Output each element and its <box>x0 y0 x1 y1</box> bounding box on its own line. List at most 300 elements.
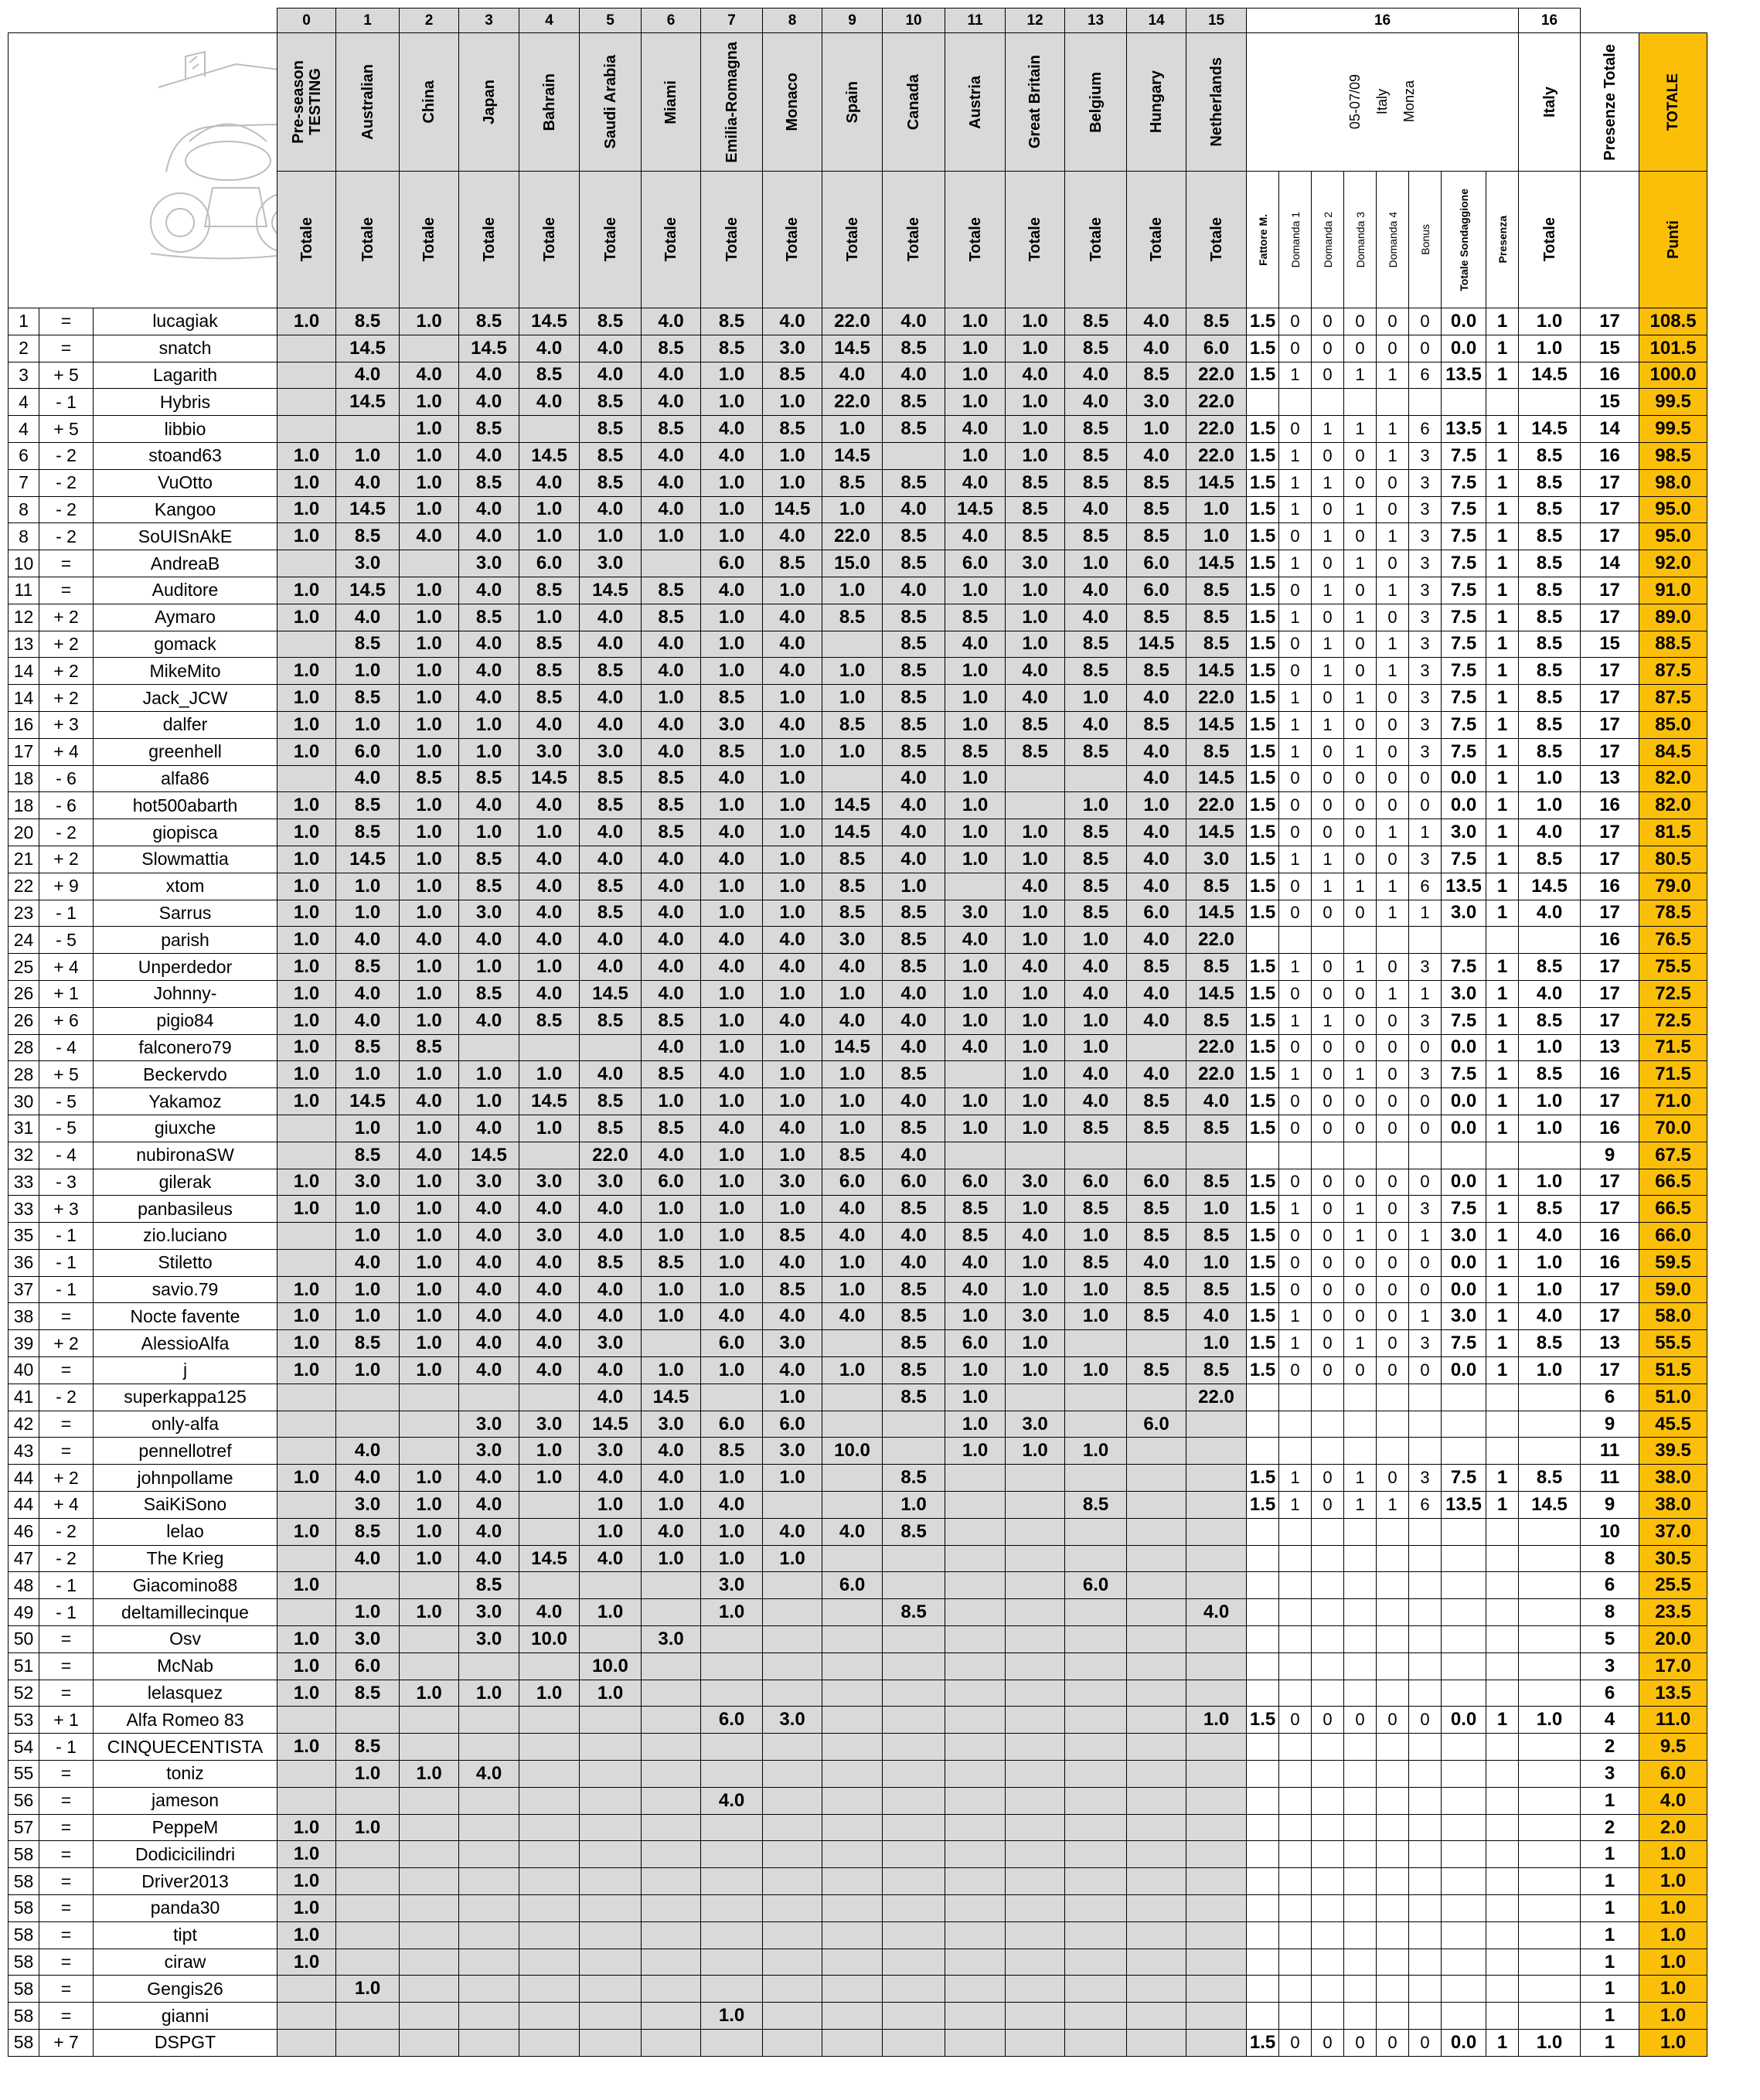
race-points <box>763 1734 822 1761</box>
race-points: 1.0 <box>1006 604 1065 631</box>
race-points <box>1006 792 1065 819</box>
table-row <box>9 1949 1707 1976</box>
race-name: Netherlands <box>1207 57 1225 147</box>
race-points: 22.0 <box>822 389 883 416</box>
race-points: 22.0 <box>1186 792 1247 819</box>
poll-total: 0.0 <box>1442 308 1486 335</box>
race-points: 1.0 <box>701 1196 763 1223</box>
race-points <box>945 1841 1006 1868</box>
position: 47 <box>9 1545 39 1572</box>
race-points: 1.0 <box>945 1384 1006 1411</box>
race-points: 8.5 <box>945 1196 1006 1223</box>
poll-factor: 1.5 <box>1247 362 1279 389</box>
poll-answer <box>1344 1868 1377 1895</box>
total-points: 82.0 <box>1639 792 1707 819</box>
race-points <box>400 1814 459 1841</box>
race-points: 8.5 <box>883 900 945 927</box>
poll-answer <box>1312 2003 1344 2030</box>
race-points <box>945 1787 1006 1814</box>
race-points <box>642 1330 701 1357</box>
variation: - 1 <box>39 1276 94 1303</box>
player-name: greenhell <box>94 738 277 765</box>
poll-answer <box>1312 389 1344 416</box>
sondaggione-logo <box>9 33 277 307</box>
race-points: 8.5 <box>763 550 822 577</box>
poll-answer: 0 <box>1312 442 1344 469</box>
poll-answer <box>1377 1518 1409 1545</box>
poll-answer <box>1377 1949 1409 1976</box>
race-points: 4.0 <box>1065 362 1127 389</box>
poll-column-header <box>1486 172 1519 308</box>
poll-answer: 3 <box>1409 631 1442 658</box>
race-points: 8.5 <box>883 1115 945 1142</box>
race-points: 1.0 <box>763 873 822 900</box>
race-points: 4.0 <box>400 927 459 954</box>
poll-answer <box>1377 1142 1409 1169</box>
race-points <box>277 631 336 658</box>
poll-total: 7.5 <box>1442 496 1486 523</box>
poll-answer: 0 <box>1344 1303 1377 1330</box>
italy-total: 4.0 <box>1519 900 1581 927</box>
race-points: 4.0 <box>580 819 642 846</box>
race-points <box>1065 1680 1127 1707</box>
poll-total <box>1442 1949 1486 1976</box>
race-points: 1.0 <box>336 1814 400 1841</box>
race-points: 8.5 <box>459 1572 519 1599</box>
race-points: 4.0 <box>580 1276 642 1303</box>
race-points: 4.0 <box>763 1007 822 1034</box>
total-points: 87.5 <box>1639 685 1707 712</box>
race-points: 8.5 <box>1065 442 1127 469</box>
race-points: 4.0 <box>459 1357 519 1384</box>
race-points: 8.5 <box>1127 604 1186 631</box>
race-points <box>1186 1841 1247 1868</box>
race-points: 1.0 <box>400 416 459 443</box>
race-points: 4.0 <box>642 1465 701 1492</box>
total-label: Totale <box>1207 217 1225 262</box>
race-points: 1.0 <box>945 1303 1006 1330</box>
poll-answer <box>1312 1599 1344 1626</box>
table-row <box>9 1680 1707 1707</box>
race-points: 1.0 <box>701 631 763 658</box>
race-points: 8.5 <box>336 1518 400 1545</box>
race-points: 4.0 <box>642 900 701 927</box>
poll-column-header <box>1344 172 1377 308</box>
race-points: 8.5 <box>883 416 945 443</box>
presence <box>1486 389 1519 416</box>
presence-total: 17 <box>1581 1303 1639 1330</box>
poll-factor: 1.5 <box>1247 1357 1279 1384</box>
poll-answer <box>1377 1572 1409 1599</box>
race-points <box>642 1599 701 1626</box>
race-points: 1.0 <box>822 1088 883 1115</box>
poll-answer <box>1344 927 1377 954</box>
variation: = <box>39 308 94 335</box>
poll-answer: 1 <box>1344 416 1377 443</box>
race-points: 8.5 <box>519 577 580 604</box>
player-name: alfa86 <box>94 765 277 792</box>
total-points: 23.5 <box>1639 1599 1707 1626</box>
race-points <box>580 1949 642 1976</box>
poll-answer <box>1279 1814 1312 1841</box>
presence-total-label: Presenze Totale <box>1601 43 1619 161</box>
poll-answer <box>1377 927 1409 954</box>
race-points: 4.0 <box>642 308 701 335</box>
race-points <box>883 1949 945 1976</box>
race-total-label <box>642 172 701 308</box>
poll-answer <box>1279 1921 1312 1949</box>
race-points: 1.0 <box>701 523 763 550</box>
race-points: 4.0 <box>763 658 822 685</box>
poll-answer <box>1279 1949 1312 1976</box>
race-points: 4.0 <box>1065 980 1127 1007</box>
poll-answer: 0 <box>1312 308 1344 335</box>
position: 18 <box>9 765 39 792</box>
table-row <box>9 1976 1707 2003</box>
total-points: 1.0 <box>1639 1921 1707 1949</box>
race-points: 4.0 <box>336 980 400 1007</box>
race-points <box>822 1545 883 1572</box>
presence: 1 <box>1486 711 1519 738</box>
race-points: 1.0 <box>1006 1196 1065 1223</box>
header-wrap <box>1186 172 1246 308</box>
race-points: 4.0 <box>459 1276 519 1303</box>
poll-total <box>1442 1626 1486 1653</box>
italy-total: 8.5 <box>1519 1007 1581 1034</box>
poll-answer: 0 <box>1312 980 1344 1007</box>
race-points: 6.0 <box>1127 900 1186 927</box>
race-points: 1.0 <box>400 658 459 685</box>
player-name: libbio <box>94 416 277 443</box>
race-points: 1.0 <box>277 1921 336 1949</box>
race-points: 4.0 <box>459 685 519 712</box>
player-name: Unperdedor <box>94 954 277 981</box>
table-row <box>9 765 1707 792</box>
variation: = <box>39 1680 94 1707</box>
race-points <box>1065 1949 1127 1976</box>
poll-answer: 0 <box>1344 1034 1377 1061</box>
poll-answer: 0 <box>1279 577 1312 604</box>
race-points: 4.0 <box>1127 1007 1186 1034</box>
italy-total: 1.0 <box>1519 308 1581 335</box>
race-points: 4.0 <box>459 577 519 604</box>
presence-total: 9 <box>1581 1492 1639 1519</box>
race-points: 4.0 <box>701 416 763 443</box>
table-row <box>9 954 1707 981</box>
race-points: 1.0 <box>701 980 763 1007</box>
race-name-header <box>945 33 1006 172</box>
race-points: 4.0 <box>400 1088 459 1115</box>
race-points: 4.0 <box>1127 846 1186 873</box>
poll-answer: 1 <box>1409 900 1442 927</box>
race-points: 4.0 <box>763 954 822 981</box>
position: 58 <box>9 1949 39 1976</box>
poll-answer <box>1344 1814 1377 1841</box>
poll-answer <box>1344 1761 1377 1788</box>
race-points <box>519 1868 580 1895</box>
race-points: 8.5 <box>763 1223 822 1250</box>
race-points <box>459 1707 519 1734</box>
race-points: 1.0 <box>945 792 1006 819</box>
race-points: 4.0 <box>336 1545 400 1572</box>
race-points: 4.0 <box>580 1303 642 1330</box>
race-points: 4.0 <box>400 523 459 550</box>
race-points: 8.5 <box>822 873 883 900</box>
race-points: 1.0 <box>701 2003 763 2030</box>
variation: - 2 <box>39 1518 94 1545</box>
race-points <box>336 1949 400 1976</box>
race-points: 8.5 <box>580 1088 642 1115</box>
race-points: 4.0 <box>1006 658 1065 685</box>
race-points: 1.0 <box>336 658 400 685</box>
race-total-label <box>1186 172 1247 308</box>
race-points: 14.5 <box>1186 469 1247 496</box>
race-points: 4.0 <box>459 1761 519 1788</box>
race-points: 4.0 <box>763 523 822 550</box>
table-row <box>9 389 1707 416</box>
race-points: 1.0 <box>701 1223 763 1250</box>
race-points <box>1127 2030 1186 2057</box>
poll-answer: 0 <box>1409 1115 1442 1142</box>
player-name: ciraw <box>94 1949 277 1976</box>
race-points <box>1127 1868 1186 1895</box>
race-points: 14.5 <box>459 335 519 362</box>
total-label: Totale <box>480 217 498 262</box>
race-points <box>1186 1787 1247 1814</box>
poll-answer: 3 <box>1409 469 1442 496</box>
race-points <box>1127 1680 1186 1707</box>
table-row <box>9 1841 1707 1868</box>
header-wrap <box>642 33 700 171</box>
presence-total: 13 <box>1581 765 1639 792</box>
player-name: dalfer <box>94 711 277 738</box>
race-points: 8.5 <box>1186 1115 1247 1142</box>
race-points: 1.0 <box>400 846 459 873</box>
race-points: 8.5 <box>763 1276 822 1303</box>
poll-answer <box>1279 1868 1312 1895</box>
poll-answer <box>1312 1438 1344 1465</box>
poll-answer <box>1409 1599 1442 1626</box>
italy-total: 8.5 <box>1519 711 1581 738</box>
presence-total: 1 <box>1581 1949 1639 1976</box>
poll-answer: 1 <box>1344 873 1377 900</box>
position: 46 <box>9 1518 39 1545</box>
variation: + 7 <box>39 2030 94 2057</box>
presence-total: 17 <box>1581 604 1639 631</box>
race-points: 10.0 <box>580 1652 642 1680</box>
car-sketch-icon <box>143 33 277 288</box>
poll-answer: 0 <box>1377 846 1409 873</box>
variation: - 2 <box>39 469 94 496</box>
race-points <box>1186 1492 1247 1519</box>
race-points <box>1186 1626 1247 1653</box>
race-points: 6.0 <box>701 1707 763 1734</box>
poll-answer: 1 <box>1279 604 1312 631</box>
race-points: 1.0 <box>277 1034 336 1061</box>
player-name: superkappa125 <box>94 1384 277 1411</box>
race-points: 4.0 <box>1065 604 1127 631</box>
race-points: 4.0 <box>580 927 642 954</box>
poll-answer: 1 <box>1279 1492 1312 1519</box>
poll-answer <box>1377 1976 1409 2003</box>
poll-answer: 0 <box>1312 765 1344 792</box>
race-points <box>519 1384 580 1411</box>
italy-total <box>1519 1949 1581 1976</box>
poll-answer <box>1344 1599 1377 1626</box>
race-points: 8.5 <box>1186 1007 1247 1034</box>
race-points: 4.0 <box>519 1357 580 1384</box>
header-wrap <box>519 172 579 308</box>
total-points: 1.0 <box>1639 2030 1707 2057</box>
poll-answer <box>1344 2003 1377 2030</box>
poll-column-label: Totale Sondaggione <box>1457 188 1470 291</box>
poll-answer: 0 <box>1312 550 1344 577</box>
race-points: 3.0 <box>642 1411 701 1438</box>
race-points: 1.0 <box>519 604 580 631</box>
race-points <box>883 1895 945 1922</box>
race-points: 8.5 <box>459 765 519 792</box>
presence-total: 6 <box>1581 1680 1639 1707</box>
race-points: 1.0 <box>459 1088 519 1115</box>
position: 26 <box>9 1007 39 1034</box>
race-points: 8.5 <box>1186 1276 1247 1303</box>
position: 41 <box>9 1384 39 1411</box>
race-points: 1.0 <box>1065 1034 1127 1061</box>
position: 38 <box>9 1303 39 1330</box>
race-points: 3.0 <box>763 335 822 362</box>
variation: - 1 <box>39 1223 94 1250</box>
race-points: 6.0 <box>822 1169 883 1196</box>
race-points <box>1186 1921 1247 1949</box>
position: 17 <box>9 738 39 765</box>
race-points: 1.0 <box>519 954 580 981</box>
header-wrap <box>1279 172 1311 308</box>
poll-answer: 1 <box>1279 362 1312 389</box>
race-points: 4.0 <box>400 362 459 389</box>
points-label: Punti <box>1664 220 1682 259</box>
header-wrap <box>701 33 762 171</box>
poll-answer: 0 <box>1377 792 1409 819</box>
player-name: panbasileus <box>94 1196 277 1223</box>
poll-factor: 1.5 <box>1247 416 1279 443</box>
race-points <box>1127 1626 1186 1653</box>
poll-answer <box>1279 1626 1312 1653</box>
race-name-header <box>519 33 580 172</box>
race-points: 8.5 <box>580 873 642 900</box>
player-name: Hybris <box>94 389 277 416</box>
poll-answer: 0 <box>1344 658 1377 685</box>
race-points <box>1006 1599 1065 1626</box>
poll-answer: 0 <box>1377 1276 1409 1303</box>
player-name: zio.luciano <box>94 1223 277 1250</box>
race-points: 8.5 <box>822 846 883 873</box>
player-name: Kangoo <box>94 496 277 523</box>
position: 33 <box>9 1196 39 1223</box>
poll-factor: 1.5 <box>1247 1196 1279 1223</box>
race-points: 3.0 <box>701 1572 763 1599</box>
poll-answer <box>1344 1572 1377 1599</box>
position: 32 <box>9 1142 39 1169</box>
race-points: 4.0 <box>519 980 580 1007</box>
race-points: 8.5 <box>1127 362 1186 389</box>
poll-answer <box>1409 1680 1442 1707</box>
race-points: 4.0 <box>1186 1599 1247 1626</box>
race-points: 1.0 <box>763 442 822 469</box>
poll-answer: 0 <box>1344 819 1377 846</box>
race-points: 1.0 <box>642 1492 701 1519</box>
presence-total: 2 <box>1581 1734 1639 1761</box>
presence: 1 <box>1486 658 1519 685</box>
race-points: 8.5 <box>580 308 642 335</box>
race-points: 3.0 <box>459 550 519 577</box>
player-name: Nocte favente <box>94 1303 277 1330</box>
table-row <box>9 1303 1707 1330</box>
table-row <box>9 819 1707 846</box>
total-label: TOTALE <box>1664 73 1681 131</box>
poll-total <box>1442 1787 1486 1814</box>
presence <box>1486 1680 1519 1707</box>
race-points: 8.5 <box>883 631 945 658</box>
poll-answer: 0 <box>1344 1169 1377 1196</box>
race-points: 8.5 <box>1065 1115 1127 1142</box>
poll-answer: 0 <box>1312 1465 1344 1492</box>
race-points <box>1127 1438 1186 1465</box>
poll-answer <box>1377 1411 1409 1438</box>
total-points: 1.0 <box>1639 1949 1707 1976</box>
race-points <box>822 2030 883 2057</box>
poll-answer: 3 <box>1409 685 1442 712</box>
race-points: 1.0 <box>277 1088 336 1115</box>
race-points: 4.0 <box>519 711 580 738</box>
poll-answer: 1 <box>1279 1196 1312 1223</box>
poll-answer: 0 <box>1279 1169 1312 1196</box>
race-points: 22.0 <box>1186 416 1247 443</box>
presence: 1 <box>1486 362 1519 389</box>
race-points <box>822 1384 883 1411</box>
poll-total: 0.0 <box>1442 1115 1486 1142</box>
race-points <box>945 1545 1006 1572</box>
presence-total: 8 <box>1581 1599 1639 1626</box>
race-points <box>1065 1976 1127 2003</box>
position: 8 <box>9 523 39 550</box>
race-points: 1.0 <box>400 1518 459 1545</box>
poll-factor: 1.5 <box>1247 846 1279 873</box>
race-name-header <box>1065 33 1127 172</box>
table-row <box>9 792 1707 819</box>
race-points <box>642 1841 701 1868</box>
race-points <box>400 1841 459 1868</box>
race-points: 8.5 <box>883 1357 945 1384</box>
race-points: 14.5 <box>519 442 580 469</box>
poll-answer <box>1409 1572 1442 1599</box>
total-points: 79.0 <box>1639 873 1707 900</box>
presence <box>1486 1734 1519 1761</box>
race-points: 4.0 <box>519 927 580 954</box>
meta-wrap <box>1247 33 1518 171</box>
poll-column-header <box>1312 172 1344 308</box>
race-points: 6.0 <box>1127 1169 1186 1196</box>
race-points: 3.0 <box>459 1438 519 1465</box>
italy-total: 14.5 <box>1519 416 1581 443</box>
race-points: 14.5 <box>1186 550 1247 577</box>
race-points <box>1065 1518 1127 1545</box>
race-points: 4.0 <box>883 819 945 846</box>
race-name: Emilia-Romagna <box>723 41 740 163</box>
race-points <box>277 1787 336 1814</box>
race-points <box>400 1949 459 1976</box>
position: 40 <box>9 1357 39 1384</box>
poll-factor: 1.5 <box>1247 308 1279 335</box>
